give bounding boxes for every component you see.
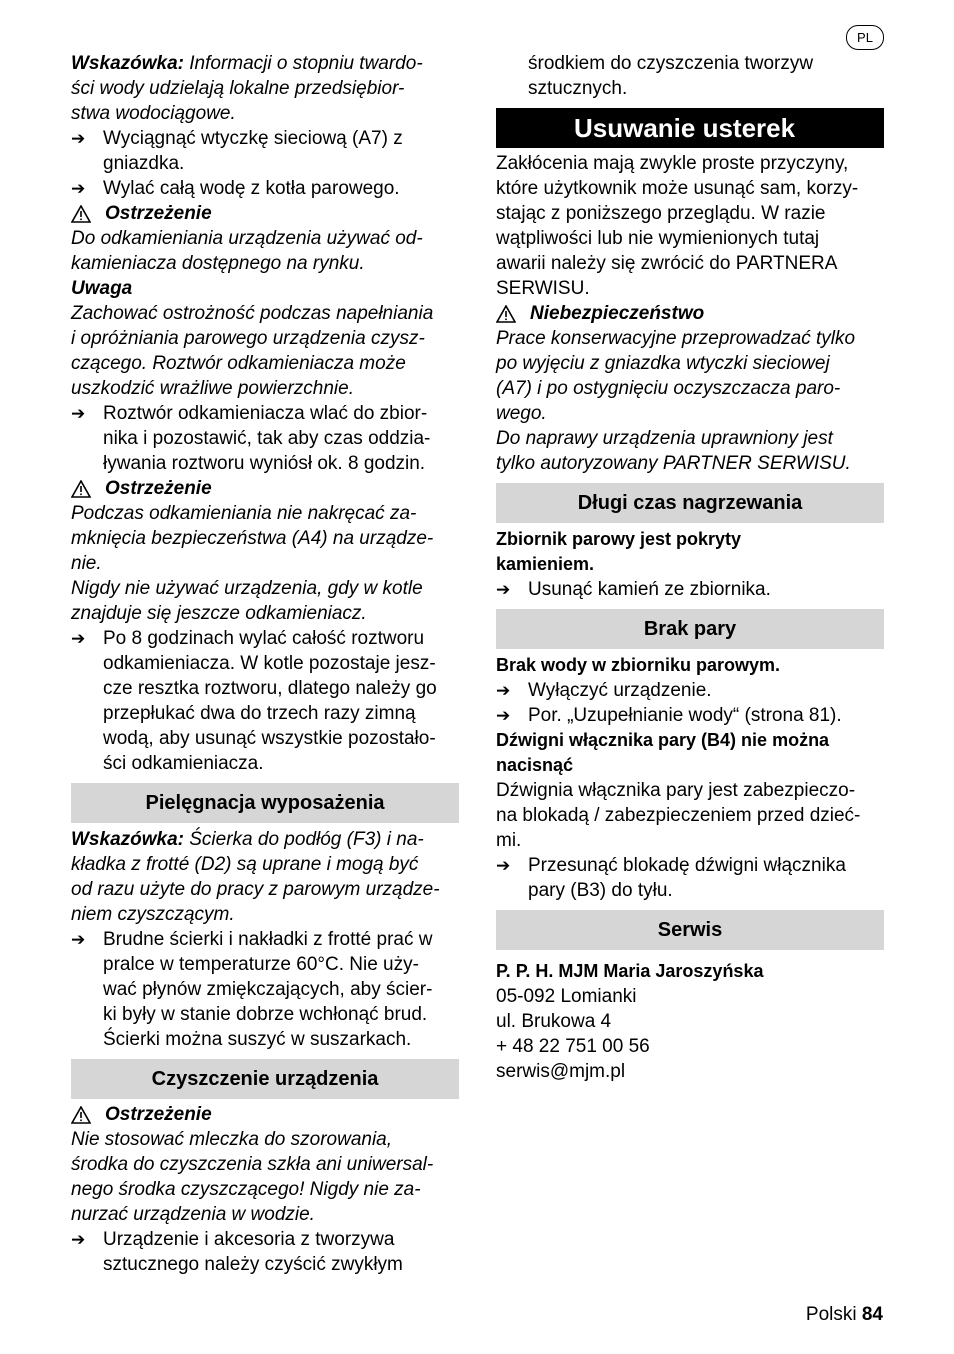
warning-text: Nie stosować mleczka do szorowania, środka do czyszczenia szkła ani uniwersal- nego środka czyszczącego! Nigdy nie za- nurzać urządzenia w wodzie. — [71, 1129, 434, 1225]
arrow-icon: ➔ — [496, 856, 511, 875]
section-heading-cleaning: Czyszczenie urządzenia — [71, 1059, 459, 1099]
warning-triangle-icon — [496, 305, 516, 323]
arrow-icon: ➔ — [71, 129, 86, 148]
warning-triangle-icon — [71, 1106, 91, 1124]
step-rinse: ➔ Po 8 godzinach wylać całość roztworu odkamieniacza. W kotle pozostaje jesz- cze resztka roztworu, dlatego należy go przepłukać dwa do trzech razy zimną wodą, aby usunąć wszystkie pozostało- ści odkamieniacza. — [71, 628, 437, 774]
right-column — [496, 51, 884, 1084]
hint-care-water: Wskazówka: Informacji o stopniu twardo- ści wody udzielają lokalne przedsiębior- stwa wodociągowe. — [71, 53, 423, 124]
danger-heading: Niebezpieczeństwo — [496, 301, 884, 326]
arrow-icon: ➔ — [71, 930, 86, 949]
step-drain: ➔ Wylać całą wodę z kotła parowego. — [71, 178, 400, 199]
arrow-icon: ➔ — [496, 580, 511, 599]
hint-cloths: Wskazówka: Ścierka do podłóg (F3) i na- kładka z frotté (D2) są uprane i mogą być od razu użyte do pracy z parowym urządze- niem czyszczącym. — [71, 829, 440, 925]
lever-explanation: Dźwignia włącznika pary jest zabezpieczo- na blokadą / zabezpieczeniem przed dzieć- mi. — [496, 780, 861, 851]
step-switch-off: ➔ Wyłączyć urządzenie. — [496, 680, 712, 701]
footer-language: Polski — [805, 1304, 857, 1325]
warning-text: Podczas odkamieniania nie nakręcać za- mknięcia bezpieczeństwa (A4) na urządze- nie. Nigdy nie używać urządzenia, gdy w kotle znajduje się jeszcze odkamieniacz. — [71, 503, 434, 624]
arrow-icon: ➔ — [496, 706, 511, 725]
warning-triangle-icon — [71, 205, 91, 223]
service-address: 05-092 Lomianki ul. Brukowa 4 + 48 22 751 00 56 serwis@mjm.pl — [496, 986, 650, 1082]
arrow-icon: ➔ — [71, 404, 86, 423]
arrow-icon: ➔ — [71, 629, 86, 648]
cause-lever-locked: Dźwigni włącznika pary (B4) nie można nacisnąć — [496, 730, 830, 775]
step-move-lock: ➔ Przesunąć blokadę dźwigni włącznika pary (B3) do tyłu. — [496, 855, 846, 901]
cause-scale: Zbiornik parowy jest pokryty kamieniem. — [496, 529, 742, 574]
service-company-name: P. P. H. MJM Maria Jaroszyńska — [496, 961, 764, 981]
section-heading-care: Pielęgnacja wyposażenia — [71, 783, 459, 823]
step-pour-descaler: ➔ Roztwór odkamieniacza wlać do zbior- nika i pozostawić, tak aby czas oddzia- ływania roztworu wyniósł ok. 8 godzin. — [71, 403, 431, 474]
step-see-refill: ➔ Por. „Uzupełnianie wody“ (strona 81). — [496, 705, 842, 726]
section-heading-service: Serwis — [496, 910, 884, 950]
step-remove-scale: ➔ Usunąć kamień ze zbiornika. — [496, 579, 771, 600]
note-text: Zachować ostrożność podczas napełniania i opróżniania parowego urządzenia czysz- czącego. Roztwór odkamieniacza może uszkodzić wrażliwe powierzchnie. — [71, 303, 434, 399]
troubleshooting-intro: Zakłócenia mają zwykle proste przyczyny, które użytkownik może usunąć sam, korzy- stając z poniższego przeglądu. W razie wątpliwości lub nie wymienionych tutaj awarii należy się zwrócić do PARTNERA SERWISU. — [496, 153, 859, 299]
warning-heading: Ostrzeżenie — [71, 476, 459, 501]
section-heading-no-steam: Brak pary — [496, 609, 884, 649]
arrow-icon: ➔ — [71, 1230, 86, 1249]
page-number: 84 — [861, 1304, 883, 1325]
service-email: serwis@mjm.pl — [496, 1061, 626, 1082]
step-wash-cloths: ➔ Brudne ścierki i nakładki z frotté prać w pralce w temperaturze 60°C. Nie uży- wać płynów zmiękczających, aby ścier- ki były w stanie dobrze wchłonąć brud. Ścierki można suszyć w suszarkach. — [71, 929, 433, 1050]
language-badge: PL — [846, 25, 884, 50]
arrow-icon: ➔ — [71, 179, 86, 198]
warning-text: Do odkamieniania urządzenia używać od- kamieniacza dostępnego na rynku. — [71, 228, 423, 274]
section-heading-troubleshooting: Usuwanie usterek — [496, 108, 884, 148]
step-clean-plastic: ➔ Urządzenie i akcesoria z tworzywa sztucznego należy czyścić zwykłym — [71, 1229, 403, 1275]
arrow-icon: ➔ — [496, 681, 511, 700]
left-column — [71, 51, 459, 1277]
page-footer — [806, 1302, 883, 1327]
danger-text: Prace konserwacyjne przeprowadzać tylko po wyjęciu z gniazdka wtyczki sieciowej (A7) i po ostygnięciu oczyszczacza paro- wego. Do naprawy urządzenia uprawniony jest tylko autoryzowany PARTNER SERWISU. — [496, 328, 856, 474]
section-heading-long-heating: Długi czas nagrzewania — [496, 483, 884, 523]
warning-triangle-icon — [71, 480, 91, 498]
cause-no-water: Brak wody w zbiorniku parowym. — [496, 655, 781, 675]
warning-heading: Ostrzeżenie — [71, 201, 459, 226]
warning-heading: Ostrzeżenie — [71, 1102, 459, 1127]
step-unplug: ➔ Wyciągnąć wtyczkę sieciową (A7) z gniazdka. — [71, 128, 403, 174]
continued-text: środkiem do czyszczenia tworzyw sztucznych. — [528, 53, 814, 99]
note-heading: Uwaga — [71, 278, 133, 299]
